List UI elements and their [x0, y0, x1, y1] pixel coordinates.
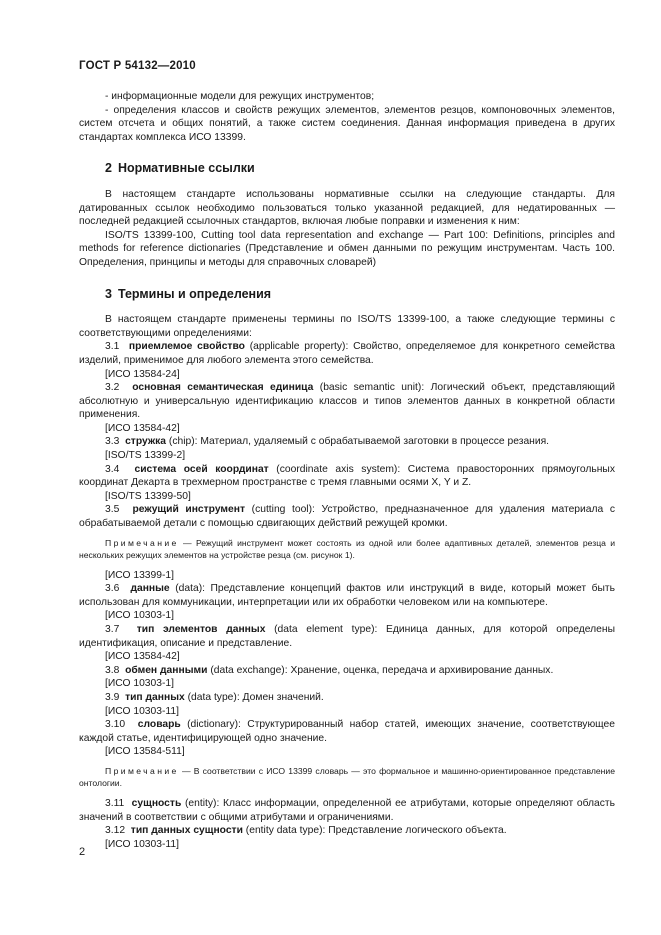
term-entry — [79, 463, 615, 490]
term-name: тип данных — [125, 691, 185, 703]
term-name: режущий инструмент — [132, 504, 246, 516]
term-entry — [79, 340, 615, 367]
section-2-number: 2 — [105, 161, 112, 176]
section-2-paragraph: В настоящем стандарте использованы нормативные ссылки на следующие стандарты. Для датированных ссылок необходимо пользоваться только указанной редакцией, для недатированных — последней редакцией ссылочных стандартов, включая любые поправки и изменения к ним: — [79, 188, 615, 228]
term-source: [ИСО 13584-24] — [105, 368, 180, 380]
term-entry — [79, 582, 615, 609]
section-3-intro: В настоящем стандарте применены термины по ISO/TS 13399-100, а также следующие термины с соответствующими определениями: — [79, 314, 615, 339]
term-number: 3.10 — [105, 719, 126, 731]
term-entry — [79, 623, 615, 650]
term-name: приемлемое свойство — [128, 341, 245, 353]
term-definition: (data exchange): Хранение, оценка, передача и архивирование данных. — [207, 664, 554, 676]
term-source: [ИСО 13584-511] — [105, 746, 185, 758]
term-definition: (chip): Материал, удаляемый с обрабатываемой заготовки в процессе резания. — [166, 436, 550, 448]
term-name: словарь — [137, 719, 181, 731]
term-source: [ИСО 13399-1] — [105, 569, 174, 581]
term-source: [ИСО 13584-42] — [105, 651, 180, 663]
term-source: [ИСО 10303-1] — [105, 678, 174, 690]
term-source: [ISO/TS 13399-50] — [105, 490, 191, 502]
term-definition: (data type): Домен значений. — [184, 691, 324, 703]
term-definition: (entity data type): Представление логического объекта. — [242, 825, 507, 837]
note — [79, 537, 615, 561]
term-number: 3.8 — [105, 664, 120, 676]
term-entry — [79, 691, 615, 705]
section-2-heading — [79, 162, 615, 176]
term-number: 3.7 — [105, 624, 120, 635]
term-name: тип данных сущности — [130, 825, 243, 837]
term-definition: (entity): Класс информации, определенной ее атрибутами, которые определяют область значений в соответствии с общими атрибутами и ограничениями. — [79, 797, 615, 823]
intro-item-2: - определения классов и свойств режущих элементов, элементов резцов, компоновочных элементов, систем отсчета и общих понятий, а также систем соединения. Данная информация приведена в других стандартах комплекса ИСО 13399. — [79, 104, 615, 143]
term-number: 3.2 — [105, 382, 120, 394]
term-source: [ИСО 10303-11] — [105, 705, 179, 717]
section-3-number: 3 — [105, 286, 112, 301]
term-entry — [79, 824, 615, 838]
term-source: [ИСО 10303-11] — [105, 838, 179, 850]
note — [79, 765, 615, 789]
note-label: Примечание — [105, 537, 179, 548]
note-text: — В соответствии с ИСО 13399 словарь — это формальное и машинно-ориентированное представление онтологии. — [79, 765, 615, 788]
term-number: 3.6 — [105, 583, 120, 595]
term-number: 3.11 — [105, 797, 125, 809]
section-2-reference: ISO/TS 13399-100, Cutting tool data representation and exchange — Part 100: Definitions, principles and methods for reference dictionaries (Представление и обмен данными по режущим инструментам. Часть 100. Определения, принципы и методы для справочных словарей) — [79, 229, 615, 268]
section-3-title: Термины и определения — [117, 286, 272, 301]
term-entry — [79, 503, 615, 530]
term-definition: (coordinate axis system): Система правосторонних прямоугольных координат Декарта в трехмерном пространстве с тремя главными осями X, Y и Z. — [79, 463, 615, 489]
term-entry — [79, 718, 615, 745]
term-definition: (dictionary): Структурированный набор статей, имеющих значение, соответствующее каждой статье, идентифицирующей одно значение. — [79, 719, 615, 744]
term-number: 3.5 — [105, 504, 120, 516]
term-number: 3.9 — [105, 691, 120, 703]
page-number: 2 — [79, 846, 86, 858]
document-header: ГОСТ Р 54132—2010 — [79, 60, 196, 72]
term-name: обмен данными — [125, 664, 208, 676]
term-source: [ISO/TS 13399-2] — [105, 450, 186, 462]
note-label: Примечание — [105, 765, 179, 776]
term-number: 3.3 — [105, 436, 120, 448]
term-name: основная семантическая единица — [132, 382, 314, 394]
term-entry — [79, 797, 615, 824]
term-name: стружка — [125, 436, 167, 448]
section-3-heading — [79, 288, 615, 302]
term-name: данные — [130, 583, 170, 595]
term-number: 3.12 — [105, 825, 126, 837]
term-definition: (data element type): Единица данных, для которой определены идентификация, описание и представление. — [79, 624, 615, 649]
term-entry — [79, 435, 615, 449]
term-name: тип элементов данных — [136, 624, 266, 635]
document-body — [79, 90, 615, 851]
note-text: — Режущий инструмент может состоять из одной или более адаптивных деталей, элементов резца и нескольких режущих элементов на устройстве резца (см. рисунок 1). — [79, 537, 615, 560]
term-number: 3.1 — [105, 341, 120, 353]
term-definition: (applicable property): Свойство, определяемое для конкретного семейства изделий, применимое для любого элемента этого семейства. — [79, 341, 615, 366]
term-definition: (cutting tool): Устройство, предназначенное для удаления материала с обрабатываемой детали с помощью сдвигающих действий режущей кромки. — [79, 504, 615, 530]
term-name: сущность — [131, 797, 182, 809]
intro-item-1: - информационные модели для режущих инструментов; — [105, 91, 375, 102]
term-number: 3.4 — [105, 463, 120, 475]
term-source: [ИСО 13584-42] — [105, 422, 180, 434]
section-2-title: Нормативные ссылки — [117, 161, 255, 176]
term-entry — [79, 664, 615, 678]
term-definition: (data): Представление концепций фактов или инструкций в виде, который может быть использован для коммуникации, интерпретации или их обработки человеком или на компьютере. — [79, 583, 615, 608]
term-source: [ИСО 10303-1] — [105, 610, 174, 622]
term-entry — [79, 381, 615, 422]
term-definition: (basic semantic unit): Логический объект, представляющий абсолютную и универсальную идентификацию классов и типов элементов данных в конкретной области применения. — [79, 382, 615, 421]
term-name: система осей координат — [134, 463, 269, 475]
